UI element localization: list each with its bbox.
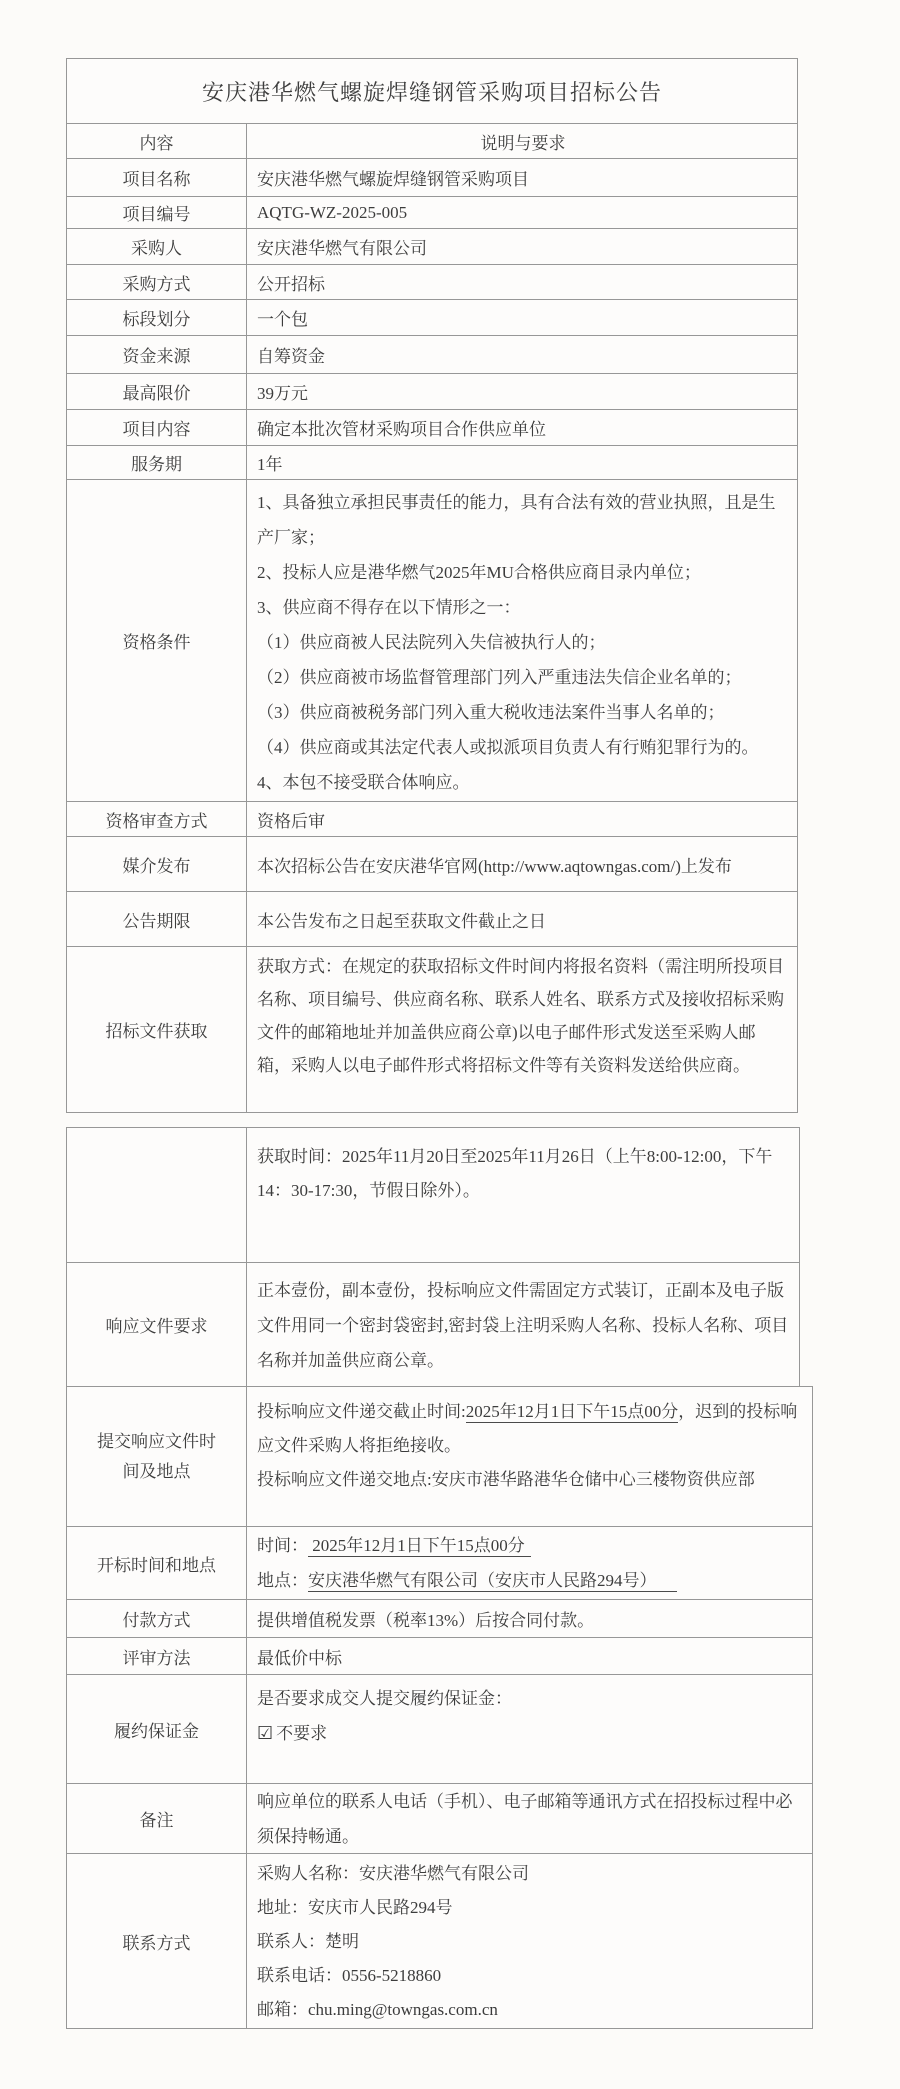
row-doc-obtain xyxy=(67,947,797,1112)
row-procurement-method xyxy=(67,265,797,300)
contact-email: 邮箱：chu.ming@towngas.com.cn xyxy=(257,2000,498,2019)
header-description-column: 说明与要求 xyxy=(480,133,566,153)
obtain-time-label xyxy=(67,1128,247,1262)
document-title: 安庆港华燃气螺旋焊缝钢管采购项目招标公告 xyxy=(201,79,662,105)
table-header-row xyxy=(67,124,797,159)
row-response-doc-requirements xyxy=(67,1263,799,1386)
contact-person: 联系人：楚明 xyxy=(257,1932,359,1951)
procurement-method-label: 采购方式 xyxy=(67,265,247,299)
row-announcement-period xyxy=(67,892,797,947)
project-name-value: 安庆港华燃气螺旋焊缝钢管采购项目 xyxy=(257,170,529,189)
row-lot-division xyxy=(67,300,797,336)
submission-time-place-label xyxy=(67,1387,247,1526)
contact-address: 地址：安庆市人民路294号 xyxy=(257,1898,453,1917)
row-contact-info xyxy=(67,1854,812,2028)
row-performance-bond xyxy=(67,1675,812,1784)
service-period-label: 服务期 xyxy=(67,446,247,479)
response-doc-requirements-text: 正本壹份，副本壹份，投标响应文件需固定方式装订，正副本及电子版文件用同一个密封袋密封,密封袋上注明采购人名称、投标人名称、项目名称并加盖供应商公章。 xyxy=(257,1281,789,1370)
submission-time-place-value xyxy=(247,1387,812,1526)
submission-time-place-label-text: 提交响应文件时间及地点 xyxy=(97,1431,216,1481)
row-media-publication xyxy=(67,837,797,892)
checked-checkbox-icon: ☑ xyxy=(257,1723,274,1744)
row-max-price xyxy=(67,374,797,410)
row-remark xyxy=(67,1784,812,1854)
bid-opening-value xyxy=(247,1527,812,1599)
obtain-time-text: 获取时间：2025年11月20日至2025年11月26日（上午8:00-12:00，下午14：30-17:30，节假日除外）。 xyxy=(257,1147,773,1200)
row-obtain-time xyxy=(67,1128,799,1263)
media-publication-value: 本次招标公告在安庆港华官网(http://www.aqtowngas.com/)上发布 xyxy=(257,856,732,876)
submission-deadline-prefix: 投标响应文件递交截止时间: xyxy=(257,1402,466,1421)
media-publication-label: 媒介发布 xyxy=(67,837,247,891)
submission-place-line: 投标响应文件递交地点:安庆市港华路港华仓储中心三楼物资供应部 xyxy=(257,1470,755,1489)
contact-info-label: 联系方式 xyxy=(67,1854,247,2028)
performance-bond-value xyxy=(247,1675,812,1783)
project-number-label: 项目编号 xyxy=(67,197,247,228)
bid-opening-place-prefix: 地点： xyxy=(257,1571,308,1590)
row-project-name xyxy=(67,159,797,197)
qualification-item: （3）供应商被税务部门列入重大税收违法案件当事人名单的； xyxy=(257,703,725,722)
funding-source-value: 自筹资金 xyxy=(257,347,325,366)
contact-info-value xyxy=(247,1854,812,2028)
project-number-value: AQTG-WZ-2025-005 xyxy=(257,202,408,222)
service-period-value: 1年 xyxy=(257,455,283,474)
bid-opening-time-prefix: 时间： xyxy=(257,1536,308,1555)
row-project-content xyxy=(67,410,797,446)
purchaser-label: 采购人 xyxy=(67,229,247,264)
procurement-method-value: 公开招标 xyxy=(257,274,325,294)
lot-division-value: 一个包 xyxy=(257,310,308,329)
row-service-period xyxy=(67,446,797,480)
row-purchaser xyxy=(67,229,797,265)
submission-deadline-line xyxy=(257,1395,804,1463)
response-doc-requirements-value xyxy=(247,1263,799,1386)
document-title-row xyxy=(67,59,797,124)
evaluation-method-value: 最低价中标 xyxy=(257,1648,342,1668)
qualification-item: （2）供应商被市场监督管理部门列入严重违法失信企业名单的； xyxy=(257,668,742,687)
bid-opening-time-line xyxy=(257,1528,531,1563)
qualification-item: 4、本包不接受联合体响应。 xyxy=(257,773,470,792)
max-price-value: 39万元 xyxy=(257,384,308,403)
row-qualification xyxy=(67,480,797,802)
doc-obtain-label: 招标文件获取 xyxy=(67,947,247,1112)
qualification-label: 资格条件 xyxy=(67,480,247,801)
bid-opening-place-underlined: 安庆港华燃气有限公司（安庆市人民路294号） xyxy=(308,1571,677,1592)
row-project-number xyxy=(67,197,797,229)
remark-label: 备注 xyxy=(67,1784,247,1853)
doc-obtain-value xyxy=(247,947,797,1112)
row-bid-opening xyxy=(67,1527,812,1600)
qualification-item: （4）供应商或其法定代表人或拟派项目负责人有行贿犯罪行为的。 xyxy=(257,738,759,757)
performance-bond-answer-line xyxy=(257,1716,804,1751)
funding-source-label: 资金来源 xyxy=(67,336,247,373)
submission-deadline-suffix: ，迟到的投标响应文件采购人将拒绝接收。 xyxy=(257,1402,798,1455)
qualification-item: 3、供应商不得存在以下情形之一： xyxy=(257,598,521,617)
contact-phone: 联系电话：0556-5218860 xyxy=(257,1966,442,1985)
project-name-label: 项目名称 xyxy=(67,159,247,196)
qualification-review-value: 资格后审 xyxy=(257,811,325,831)
contact-purchaser-name: 采购人名称：安庆港华燃气有限公司 xyxy=(257,1864,529,1883)
row-evaluation-method xyxy=(67,1638,812,1675)
announcement-period-label: 公告期限 xyxy=(67,892,247,946)
submission-deadline-underlined: 2025年12月1日下午15点00分 xyxy=(465,1402,679,1421)
performance-bond-label: 履约保证金 xyxy=(67,1675,247,1783)
response-doc-requirements-label: 响应文件要求 xyxy=(67,1263,247,1386)
header-content-column: 内容 xyxy=(67,124,247,158)
performance-bond-answer: 不要求 xyxy=(276,1724,328,1743)
qualification-value xyxy=(247,480,797,801)
row-qualification-review xyxy=(67,802,797,837)
second-table-lower xyxy=(66,1386,813,2029)
lot-division-label: 标段划分 xyxy=(67,300,247,335)
performance-bond-question: 是否要求成交人提交履约保证金： xyxy=(257,1689,512,1708)
project-content-label: 项目内容 xyxy=(67,410,247,445)
remark-text: 响应单位的联系人电话（手机）、电子邮箱等通讯方式在招投标过程中必须保持畅通。 xyxy=(257,1791,793,1846)
project-content-value: 确定本批次管材采购项目合作供应单位 xyxy=(257,420,546,439)
obtain-time-value xyxy=(247,1128,799,1262)
bid-opening-label: 开标时间和地点 xyxy=(67,1527,247,1599)
payment-method-value: 提供增值税发票（税率13%）后按合同付款。 xyxy=(257,1611,595,1630)
qualification-item: 2、投标人应是港华燃气2025年MU合格供应商目录内单位； xyxy=(257,563,701,582)
bid-opening-time-underlined: 2025年12月1日下午15点00分 xyxy=(308,1536,531,1557)
qualification-item: （1）供应商被人民法院列入失信被执行人的； xyxy=(257,633,606,652)
remark-value xyxy=(247,1784,812,1853)
purchaser-value: 安庆港华燃气有限公司 xyxy=(257,239,427,258)
row-submission-time-place xyxy=(67,1387,812,1527)
evaluation-method-label: 评审方法 xyxy=(67,1638,247,1674)
row-payment-method xyxy=(67,1600,812,1638)
max-price-label: 最高限价 xyxy=(67,374,247,409)
bid-opening-place-line xyxy=(257,1563,677,1598)
announcement-period-value: 本公告发布之日起至获取文件截止之日 xyxy=(257,911,546,931)
row-funding-source xyxy=(67,336,797,374)
payment-method-label: 付款方式 xyxy=(67,1600,247,1637)
doc-obtain-text: 获取方式：在规定的获取招标文件时间内将报名资料（需注明所投项目名称、项目编号、供应商名称、联系人姓名、联系方式及接收招标采购文件的邮箱地址并加盖供应商公章)以电子邮件形式发送至采购人邮箱，采购人以电子邮件形式将招标文件等有关资料发送给供应商。 xyxy=(257,957,784,1075)
qualification-review-label: 资格审查方式 xyxy=(67,802,247,836)
second-table-upper xyxy=(66,1127,800,1386)
bid-announcement-table xyxy=(66,58,798,1113)
qualification-item: 1、具备独立承担民事责任的能力，具有合法有效的营业执照，且是生产厂家； xyxy=(257,493,776,547)
